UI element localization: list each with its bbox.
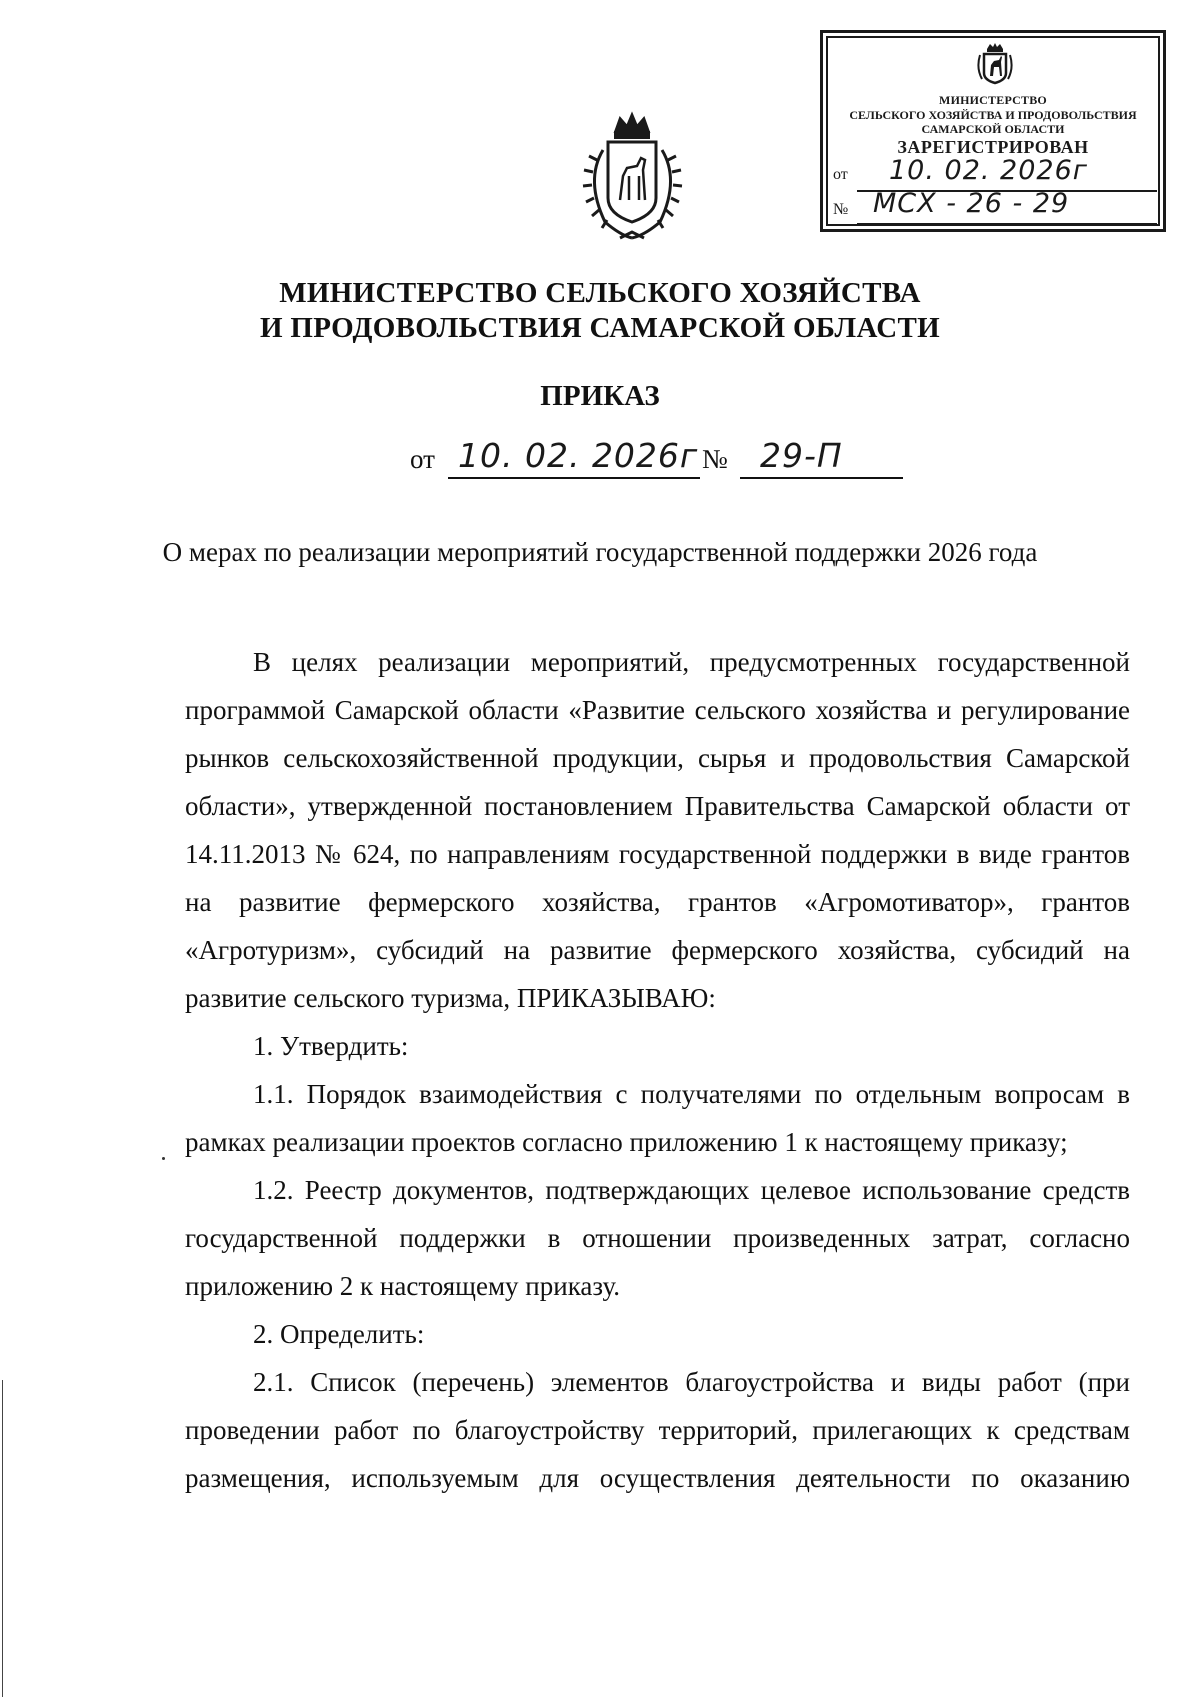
samara-coat-of-arms-small-icon — [975, 43, 1015, 85]
order-date-underline — [448, 477, 700, 479]
item-1-2: 1.2. Реестр документов, подтверждающих целевое использование средств государственной поддержки в отношении произведенных затрат, согласно приложению 2 к настоящему приказу. — [185, 1175, 1130, 1301]
item-2-1: 2.1. Список (перечень) элементов благоустройства и виды работ (при проведении работ по благоустройству территорий, прилегающих к средствам размещения, используемым для осуществления деятельности по оказанию — [185, 1367, 1130, 1493]
order-subject: О мерах по реализации мероприятий государственной поддержки 2026 года — [162, 537, 1038, 567]
order-number-handwritten: 29-П — [760, 436, 843, 475]
stamp-ministry-line1: МИНИСТЕРСТВО — [939, 93, 1047, 107]
samara-coat-of-arms-icon — [575, 110, 690, 245]
stamp-ministry-line2: СЕЛЬСКОГО ХОЗЯЙСТВА И ПРОДОВОЛЬСТВИЯ — [849, 108, 1137, 122]
item-2: 2. Определить: — [253, 1319, 425, 1349]
item-1: 1. Утвердить: — [253, 1031, 409, 1061]
ministry-title-line1: МИНИСТЕРСТВО СЕЛЬСКОГО ХОЗЯЙСТВА — [279, 277, 921, 309]
stamp-number-underline — [857, 223, 1157, 225]
stamp-ministry-line3: САМАРСКОЙ ОБЛАСТИ — [921, 122, 1065, 136]
scan-margin-line — [2, 1380, 3, 1697]
order-date-handwritten: 10. 02. 2026г — [458, 436, 699, 475]
stamp-registered-label: ЗАРЕГИСТРИРОВАН — [897, 137, 1089, 157]
preamble-paragraph: В целях реализации мероприятий, предусмотренных государственной программой Самарской области «Развитие сельского хозяйства и регулирование рынков сельскохозяйственной продукции, сырья и продовольствия Самарской области», утвержденной постановлением Правительства Самарской области от 14.11.2013 № 624, по направлениям государственной поддержки в виде грантов на развитие фермерского хозяйства, грантов «Агромотиватор», грантов «Агротуризм», субсидий на развитие фермерского хозяйства, субсидий на развитие сельского туризма, ПРИКАЗЫВАЮ: — [185, 647, 1130, 1013]
scan-speck — [162, 1157, 165, 1160]
registration-stamp — [820, 30, 1166, 232]
order-number-underline — [740, 477, 903, 479]
order-number-label: № — [702, 444, 728, 474]
stamp-date-handwritten: 10. 02. 2026г — [889, 155, 1088, 186]
item-1-1: 1.1. Порядок взаимодействия с получателями по отдельным вопросам в рамках реализации проектов согласно приложению 1 к настоящему приказу; — [185, 1079, 1130, 1157]
stamp-date-label: от — [833, 166, 848, 183]
ministry-title-line2: И ПРОДОВОЛЬСТВИЯ САМАРСКОЙ ОБЛАСТИ — [259, 312, 941, 344]
stamp-number-handwritten: МСХ - 26 - 29 — [873, 188, 1070, 219]
order-date-label: от — [410, 444, 435, 474]
document-type-title: ПРИКАЗ — [540, 380, 660, 412]
order-body — [185, 638, 1130, 1502]
stamp-number-label: № — [833, 201, 849, 218]
